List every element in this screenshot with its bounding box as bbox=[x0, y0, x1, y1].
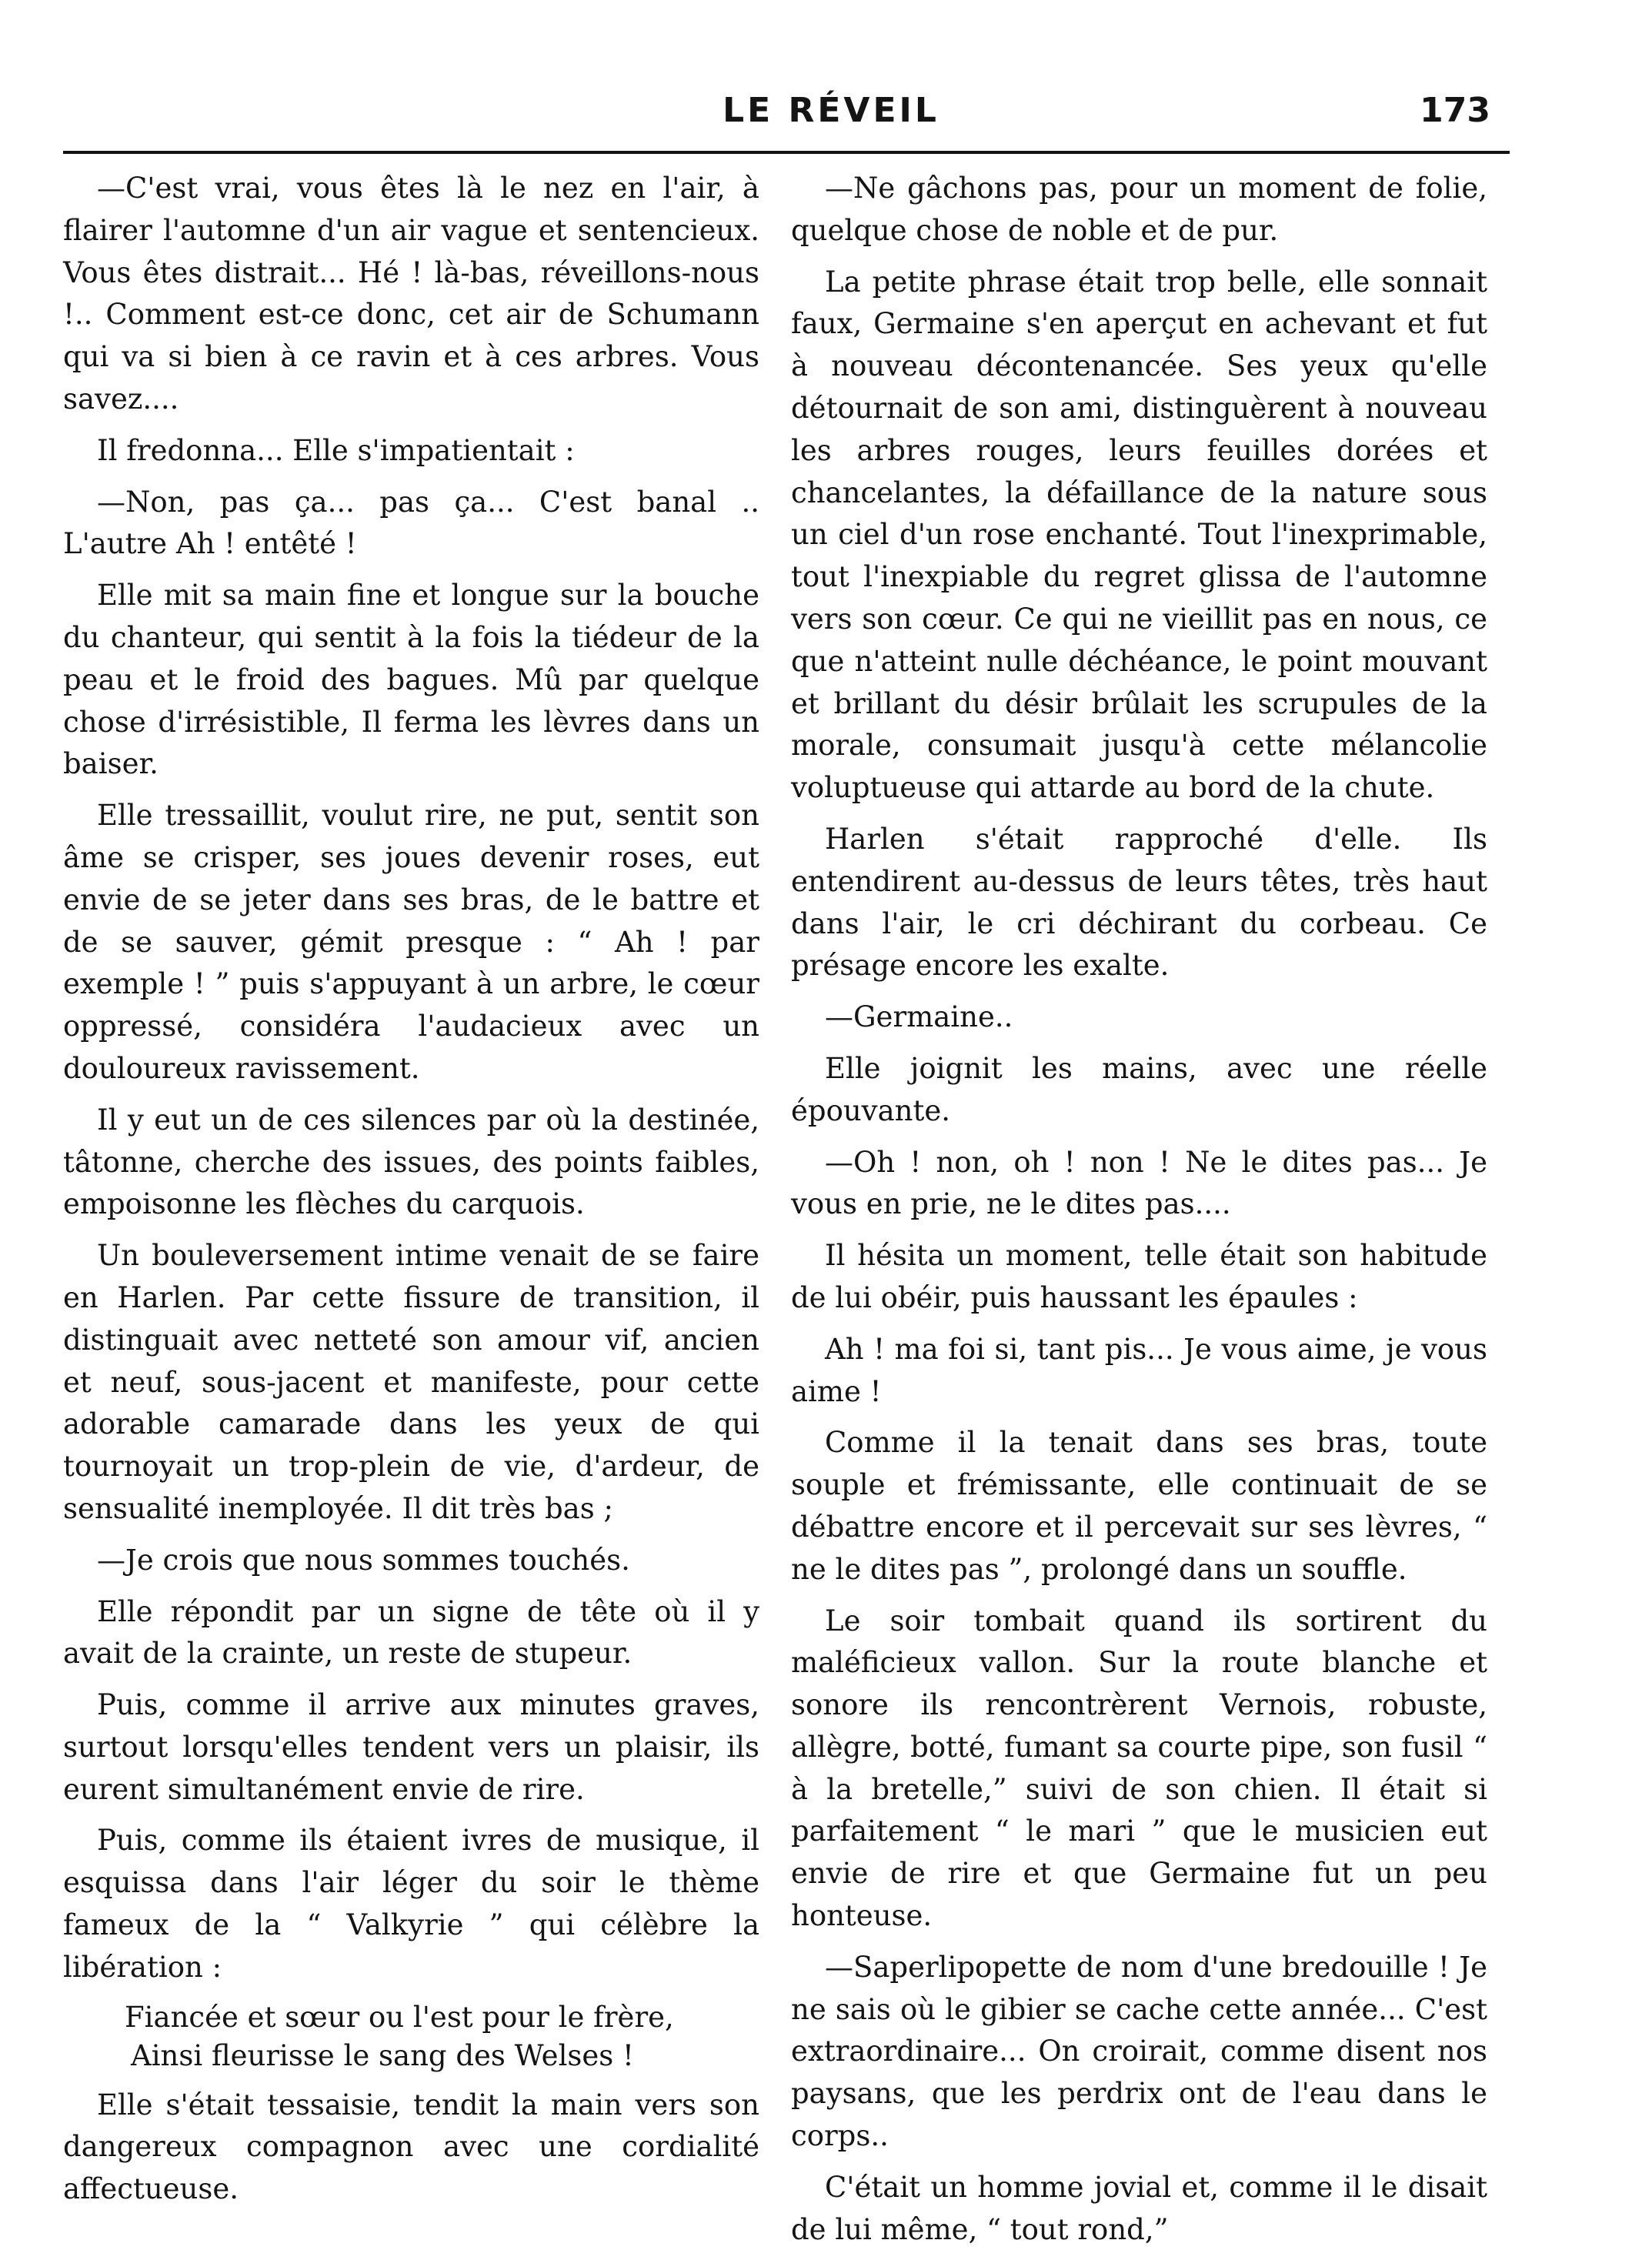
paragraph: —Ne gâchons pas, pour un moment de folie, quelque chose de noble et de pur. bbox=[791, 172, 1487, 247]
verse-line: Ainsi fleurisse le sang des Welses ! bbox=[131, 2038, 634, 2072]
paragraph: Elle s'était tessaisie, tendit la main vers son dangereux compagnon avec une cordialité affectueuse. bbox=[63, 2088, 759, 2206]
paragraph: Un bouleversement intime venait de se faire en Harlen. Par cette fissure de transition, il distinguait avec netteté son amour vif, ancien et neuf, sous-jacent et manifeste, pour cette adorable camarade dans les yeux de qui tournoyait un trop-plein de vie, d'ardeur, de sensualité inemployée. Il dit très bas ; bbox=[63, 1239, 759, 1525]
paragraph: Elle répondit par un signe de tête où il y avait de la crainte, un reste de stupeur. bbox=[63, 1594, 759, 1671]
paragraph: Elle joignit les mains, avec une réelle épouvante. bbox=[791, 1051, 1487, 1127]
paragraph: Il hésita un moment, telle était son habitude de lui obéir, puis haussant les épaules : bbox=[791, 1239, 1487, 1314]
paragraph: Il fredonna... Elle s'impatientait : bbox=[97, 433, 575, 467]
paragraph: Puis, comme ils étaient ivres de musique, il esquissa dans l'air léger du soir le thème fameux de la “ Valkyrie ” qui célèbre la libération : bbox=[63, 1824, 759, 1984]
verse-line: Fiancée et sœur ou l'est pour le frère, bbox=[125, 2000, 674, 2034]
paragraph: Comme il la tenait dans ses bras, toute souple et frémissante, elle continuait de se débattre encore et il percevait sur ses lèvres, “ ne le dites pas ”, prolongé dans un souffle. bbox=[791, 1426, 1487, 1586]
verse-quote bbox=[125, 1998, 759, 2075]
paragraph: Il y eut un de ces silences par où la destinée, tâtonne, cherche des issues, des points faibles, empoisonne les flèches du carquois. bbox=[63, 1103, 759, 1221]
paragraph: La petite phrase était trop belle, elle sonnait faux, Germaine s'en aperçut en achevant et fut à nouveau décontenancée. Ses yeux qu'elle détournait de son ami, distinguèrent à nouveau les arbres rouges, leurs feuilles dorées et chancelantes, la défaillance de la nature sous un ciel d'un rose enchanté. Tout l'inexprimable, tout l'inexpiable du regret glissa de l'automne vers son cœur. Ce qui ne vieillit pas en nous, ce que n'atteint nulle déchéance, le point mouvant et brillant du désir brûlait les scrupules de la morale, consumait jusqu'à cette mélancolie voluptueuse qui attarde au bord de la chute. bbox=[791, 265, 1487, 805]
page-number: 173 bbox=[1420, 91, 1490, 130]
paragraph: Elle tressaillit, voulut rire, ne put, sentit son âme se crisper, ses joues devenir roses, eut envie de se jeter dans ses bras, de le battre et de se sauver, gémit presque : “ Ah ! par exemple ! ” puis s'appuyant à un arbre, le cœur oppressé, considéra l'audacieux avec un douloureux ravissement. bbox=[63, 799, 759, 1085]
paragraph: —Saperlipopette de nom d'une bredouille ! Je ne sais où le gibier se cache cette année... C'est extraordinaire... On croirait, comme disent nos paysans, que les perdrix ont de l'eau dans le corps.. bbox=[791, 1950, 1487, 2153]
paragraph: —Je crois que nous sommes touchés. bbox=[97, 1543, 630, 1577]
header-rule bbox=[63, 151, 1510, 154]
paragraph: —Non, pas ça... pas ça... C'est banal .. L'autre Ah ! entêté ! bbox=[63, 485, 759, 561]
paragraph: Puis, comme il arrive aux minutes graves, surtout lorsqu'elles tendent vers un plaisir, ils eurent simultanément envie de rire. bbox=[63, 1688, 759, 1806]
paragraph: Le soir tombait quand ils sortirent du maléficieux vallon. Sur la route blanche et sonore ils rencontrèrent Vernois, robuste, allègre, botté, fumant sa courte pipe, son fusil “ à la bretelle,” suivi de son chien. Il était si parfaitement “ le mari ” que le musicien eut envie de rire et que Germaine fut un peu honteuse. bbox=[791, 1604, 1487, 1933]
paragraph: —C'est vrai, vous êtes là le nez en l'air, à flairer l'automne d'un air vague et sentencieux. Vous êtes distrait... Hé ! là-bas, réveillons-nous !.. Comment est-ce donc, cet air de Schumann qui va si bien à ce ravin et à ces arbres. Vous savez.... bbox=[63, 172, 759, 416]
paragraph: C'était un homme jovial et, comme il le disait de lui même, “ tout rond,” bbox=[791, 2170, 1487, 2246]
paragraph: —Oh ! non, oh ! non ! Ne le dites pas... Je vous en prie, ne le dites pas.... bbox=[791, 1145, 1487, 1221]
left-column bbox=[63, 168, 759, 2220]
paragraph: Harlen s'était rapproché d'elle. Ils entendirent au-dessus de leurs têtes, très haut dans l'air, le cri déchirant du corbeau. Ce présage encore les exalte. bbox=[791, 822, 1487, 983]
paragraph: —Germaine.. bbox=[825, 1000, 1013, 1034]
running-title: LE RÉVEIL bbox=[723, 91, 939, 130]
paragraph: Ah ! ma foi si, tant pis... Je vous aime, je vous aime ! bbox=[791, 1332, 1487, 1408]
paragraph: Elle mit sa main fine et longue sur la bouche du chanteur, qui sentit à la fois la tiédeur de la peau et le froid des bagues. Mû par quelque chose d'irrésistible, Il ferma les lèvres dans un baiser. bbox=[63, 579, 759, 781]
right-column bbox=[791, 168, 1487, 2260]
